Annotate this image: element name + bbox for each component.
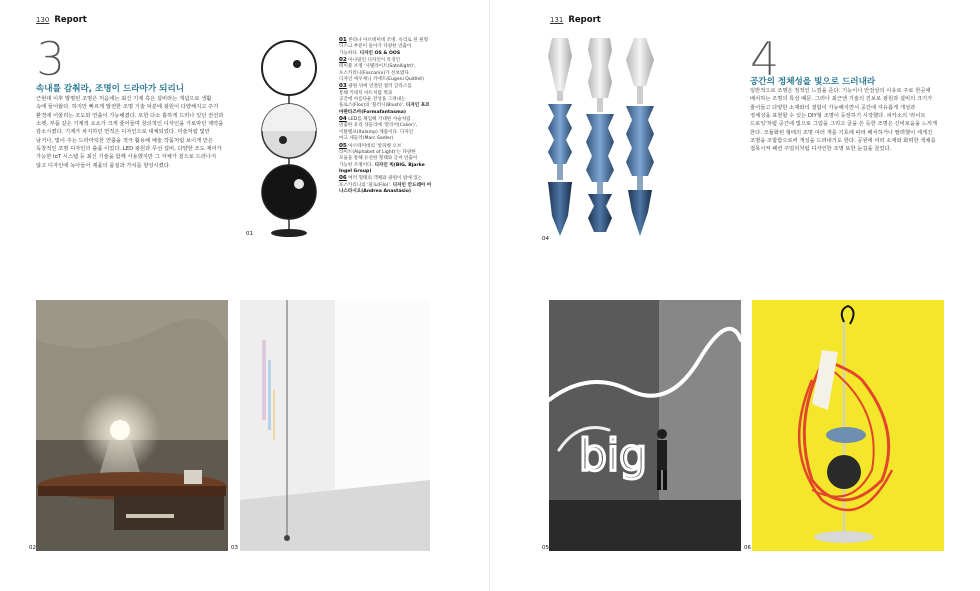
caption-text: 론타나 아르테미데 조명. 유리로 된 원형 <box>348 38 429 43</box>
photo-filo-lamp <box>752 300 944 551</box>
caption-designer: 디자인 OS & OOS <box>359 50 401 56</box>
caption-05 <box>339 143 434 176</box>
photo-glass-chandelier <box>540 36 660 241</box>
caption-text: LED를 채입해 거대한 샤슬처럼 <box>348 117 411 123</box>
figure-number: 01 <box>246 231 253 237</box>
caption-number: 05 <box>339 142 347 149</box>
caption-text: 아르테미데의 '알파벳 오브 <box>348 143 402 149</box>
caption-designer: 디자인 안드레아 아나스타시오(Andrea Anastasio) <box>339 182 432 194</box>
body-line: 환경에 어울리는 조도와 연출이 가능해졌다. 또한 다소 흉하게 드러나 있던 전선과 <box>36 112 224 119</box>
body-line: 소켓, 부품 같은 기계적 요소가 크게 줄어들며 창의적인 디자인을 가로막던 제약을 <box>36 121 224 128</box>
section-title: Report <box>568 15 601 25</box>
body-line: 남거나, 빛이 주는 드라마틱한 연출을 적극 활용해 예술 작품처럼 보이게 만든 <box>36 137 214 144</box>
chandelier-column <box>626 38 654 236</box>
caption-text: 디스크 부분이 돌아가 다양한 연출이 <box>339 44 412 50</box>
page-number: 131 <box>550 16 564 24</box>
section-title: Report <box>54 15 87 25</box>
caption-designer: 디자인 빅(BIG, Bjarke Ingel Group) <box>339 162 425 174</box>
running-header-left <box>36 15 87 25</box>
caption-01 <box>339 37 434 57</box>
blush-light-scene <box>240 300 430 551</box>
section-number: 4 <box>750 32 780 86</box>
body-line: 한다. 모듈화된 형태의 조명 여러 개를 기호에 따라 배치하거나 딸려했이 세게진 <box>750 129 933 136</box>
caption-number: 03 <box>339 83 347 90</box>
body-line: 일반적으로 조명은 정적인 느낌을 준다. 기능이나 안전상의 이유로 주로 한곳에 <box>750 88 931 94</box>
caption-number: 06 <box>339 175 347 182</box>
figure-number: 02 <box>29 545 36 551</box>
article-headline: 속내를 감춰라, 조명이 드라마가 되리니 <box>36 84 185 94</box>
body-line: 속에 들어왔다. 하지만 빠르게 발전한 조명 기술 덕분에 광원이 다양해지고 주거 <box>36 104 219 111</box>
caption-text: 라이트(Alphabet of Light)'는 다양한 <box>339 149 416 155</box>
photo-table-lamp <box>36 300 228 551</box>
caption-number: 02 <box>339 57 347 64</box>
caption-designer: 디자인 포르마판타즈마(Formafantasma) <box>339 103 430 115</box>
caption-text: 테이블 조명 '사텔라이트(Satellight)', <box>339 64 416 70</box>
caption-text: 공간에 아름다운 잔상을 그려내는 <box>339 97 406 103</box>
glass-chandelier-illustration <box>540 36 660 241</box>
caption-text: 모듈을 통해 유연한 형태와 글씨 연출이 <box>339 156 418 162</box>
figure-number: 04 <box>542 236 549 242</box>
article-body <box>750 87 955 154</box>
caption-text: 광원 뒤에 연결된 컬러 글라스를 <box>348 84 412 90</box>
article-body <box>36 95 236 170</box>
figure-number: 05 <box>542 545 549 551</box>
photo-blush-light <box>240 300 430 551</box>
body-line: 독창적인 조명 디자인의 출품 이었다. LED 광원과 무선 설비, 다양한 조도 제어가 <box>36 146 222 153</box>
caption-text: 연출한 유리 샹들리에 '칼리어(Calier)', <box>339 123 418 129</box>
caption-04 <box>339 116 434 142</box>
caption-text: 가능한 조명이다. <box>339 162 375 168</box>
big-neon-sign: big <box>579 430 648 481</box>
caption-text: 이탈램프(Italamp) 제품이다. 디자인 <box>339 129 414 135</box>
photo-alphabet-of-light <box>549 300 741 551</box>
photo-disc-lamp <box>248 36 330 241</box>
caption-number: 01 <box>339 37 347 43</box>
caption-text: 여러 형태의 객체와 광원이 밖에 있는 <box>348 176 423 182</box>
caption-02 <box>339 57 434 83</box>
caption-text: 가능하다. <box>339 50 360 56</box>
article-headline: 공간의 정체성을 빛으로 드러내라 <box>750 77 876 87</box>
caption-designer: 디자인 에우제니 키에트(Eugeni Quitllet) <box>339 77 424 83</box>
caption-06 <box>339 175 434 195</box>
body-line: 정체성을 표현할 수 있는 DIY형 조명이 등장하기 시작했다. 피카소의 '라이트 <box>750 113 926 120</box>
caption-text: 플로스(Flos)의 '블러시(Blush)'. <box>339 103 406 109</box>
caption-text: 포스카리니의 '필로(Filo)'. <box>339 182 393 188</box>
body-line: 근현대 이후 발명된 조명은 처음에는 최신 기계 혹은 설비라는 개념으로 생활 <box>36 96 212 102</box>
table-lamp-scene <box>36 300 228 551</box>
photo-captions <box>339 37 434 195</box>
body-line: 감소시켰다. 기계가 차지하던 면적은 디자인으로 대체되었다. 미술처럼 빛만 <box>36 129 210 136</box>
disc-lamp-illustration <box>248 36 330 241</box>
body-line: 줄어들고 다양한 소재와의 결합이 가능해지면서 공간에 자유롭게 개성과 <box>750 104 916 111</box>
chandelier-column <box>548 38 572 236</box>
caption-text: 마크 세들러(Marc Sadler) <box>339 136 394 142</box>
figure-number: 06 <box>744 545 751 551</box>
caption-text: 통해 키네틱 아트처럼 벽과 <box>339 90 393 96</box>
caption-03 <box>339 83 434 116</box>
body-line: 드로잉'처럼 공간에 빛으로 그림을 그리고 글을 쓴 듯한 조명은 신비로움을 느끼게 <box>750 121 938 128</box>
body-line: 접목시켜 패션 주얼리처럼 디자인한 조명 또한 눈길을 끌었다. <box>750 146 892 153</box>
caption-text: 아나말린 디자인이 특징인 <box>348 58 401 64</box>
filo-lamp-illustration <box>752 300 944 551</box>
alphabet-of-light-scene <box>549 300 741 551</box>
body-line: 가능한 IoT 시스템 등 최신 기술을 함께 사용했지만 그 자체가 겉으로 드러나지 <box>36 154 217 161</box>
body-line: 조명을 조합함으로써 개성을 드러내기도 한다. 공원에 여러 소재와 화려한 색채를 <box>750 138 936 145</box>
caption-text: 포스카리니(Foscarini)가 선보였다. <box>339 70 411 76</box>
chandelier-column <box>586 38 614 232</box>
page-number: 130 <box>36 16 50 24</box>
body-line: 않고 디자인에 녹아들어 제품의 품질과 가치를 향상시켰다. <box>36 162 171 169</box>
running-header-right <box>550 15 601 25</box>
figure-number: 03 <box>231 545 238 551</box>
section-number: 3 <box>36 32 66 86</box>
caption-number: 04 <box>339 116 347 123</box>
right-page <box>490 0 980 591</box>
body-line: 배치하는 조명의 특성 때문. 그러나 최근엔 기술의 진보로 광원과 설비의 크기가 <box>750 96 933 103</box>
